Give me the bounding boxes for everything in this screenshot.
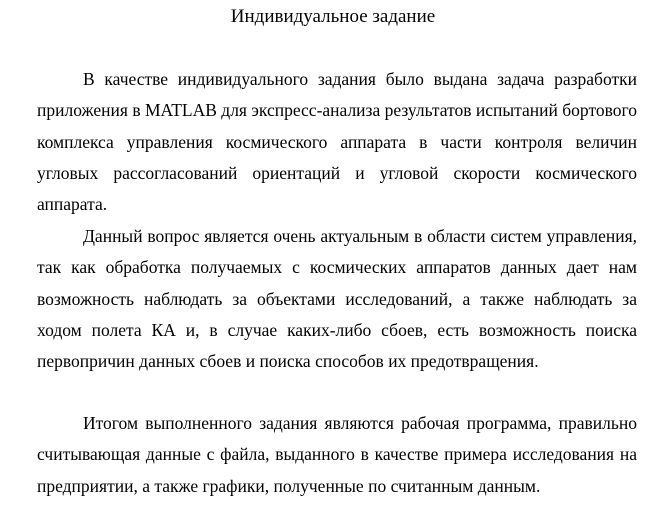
paragraph-relevance: Данный вопрос является очень актуальным в области систем управления, так как обработка получаемых с космических аппаратов данных дает нам возможность наблюдать за объектами исследований, а также наблюдать за ходом полета КА и, в случае каких-либо сбоев, есть возможность поиска первопричин данных сбоев и поиска способов их предотвращения. [37, 226, 637, 372]
paragraph-task-description: В качестве индивидуального задания было выдана задача разработки приложения в MATLAB для экспресс-анализа результатов испытаний бортового комплекса управления космического аппарата в части контроля величин угловых рассогласований ориентаций и угловой скорости космического аппарата. [37, 69, 637, 215]
document-title: Индивидуальное задание [230, 6, 436, 27]
paragraph-result: Итогом выполненного задания являются рабочая программа, правильно считывающая данные с файла, выданного в качестве примера исследования на предприятии, а также графики, полученные по считанным данным. [37, 413, 637, 496]
